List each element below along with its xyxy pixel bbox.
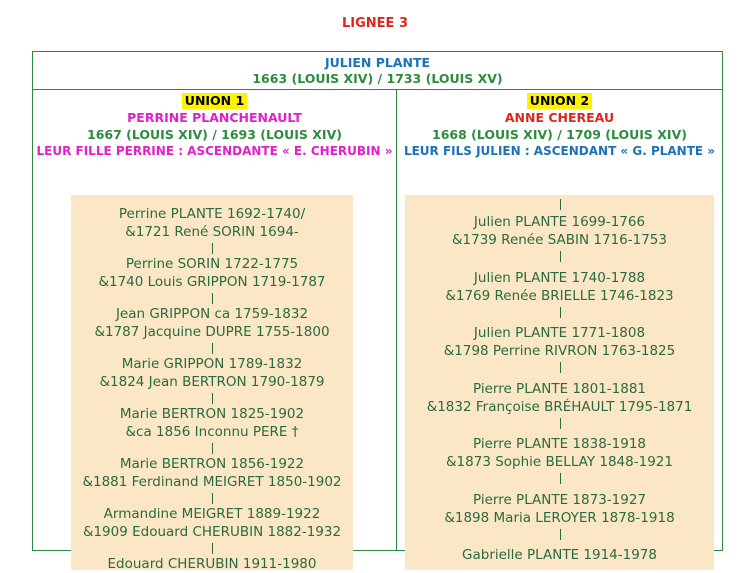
union-1-lineage	[71, 195, 353, 570]
connector-line	[212, 293, 213, 304]
page-title: LIGNEE 3	[341, 16, 408, 31]
union-1-descendant: LEUR FILLE PERRINE : ASCENDANTE « E. CHERUBIN »	[36, 144, 393, 158]
union-2-label: UNION 2	[527, 93, 592, 109]
connector-line	[560, 199, 561, 210]
connector-line	[212, 243, 213, 254]
union-2-descendant: LEUR FILS JULIEN : ASCENDANT « G. PLANTE »	[403, 144, 716, 158]
lineage-person: Julien PLANTE 1699-1766	[473, 214, 646, 230]
lineage-person: Pierre PLANTE 1873-1927	[472, 491, 647, 508]
ancestor-name: JULIEN PLANTE	[324, 55, 431, 70]
union-2-spouse: ANNE CHEREAU	[504, 110, 615, 125]
lineage-spouse: &1824 Jean BERTRON 1790-1879	[99, 374, 325, 390]
connector-line	[560, 307, 561, 318]
lineage-spouse: &1769 Renée BRIELLE 1746-1823	[445, 287, 674, 304]
lineage-person: Marie BERTRON 1825-1902	[119, 406, 305, 422]
connector-line	[560, 251, 561, 262]
lineage-spouse: &1740 Louis GRIPPON 1719-1787	[98, 274, 326, 290]
union-1-column	[33, 90, 397, 572]
lineage-person: Julien PLANTE 1740-1788	[473, 269, 646, 286]
connector-line	[212, 393, 213, 404]
lineage-spouse: &1721 René SORIN 1694-	[125, 224, 299, 240]
lineage-person: Jean GRIPPON ca 1759-1832	[115, 306, 309, 322]
lineage-spouse: &1909 Edouard CHERUBIN 1882-1932	[82, 524, 342, 540]
connector-line	[212, 343, 213, 354]
lineage-spouse: &1787 Jacquine DUPRE 1755-1800	[94, 324, 330, 340]
lineage-person: Marie GRIPPON 1789-1832	[121, 356, 303, 372]
union-2-column	[397, 90, 722, 563]
lineage-spouse: &1898 Maria LEROYER 1878-1918	[444, 509, 675, 526]
lineage-person: Pierre PLANTE 1801-1881	[472, 380, 647, 397]
connector-line	[212, 543, 213, 554]
union-2-lineage	[405, 195, 714, 570]
lineage-spouse: &1739 Renée SABIN 1716-1753	[452, 232, 667, 248]
union-2-dates: 1668 (LOUIS XIV) / 1709 (LOUIS XIV)	[432, 127, 687, 142]
lineage-person: Gabrielle PLANTE 1914-1978	[462, 547, 657, 563]
lineage-person: Perrine SORIN 1722-1775	[125, 256, 299, 272]
lineage-person: Marie BERTRON 1856-1922	[119, 456, 305, 472]
union-1-spouse: PERRINE PLANCHENAULT	[127, 110, 302, 125]
lineage-spouse: &1881 Ferdinand MEIGRET 1850-1902	[82, 474, 342, 490]
lineage-person: Perrine PLANTE 1692-1740/	[118, 206, 306, 222]
connector-line	[560, 529, 561, 540]
genealogy-table	[32, 51, 723, 572]
lineage-spouse: &1798 Perrine RIVRON 1763-1825	[443, 343, 676, 359]
connector-line	[212, 443, 213, 454]
lineage-person: Pierre PLANTE 1838-1918	[472, 436, 647, 452]
lineage-spouse: &1832 Françoise BRÉHAULT 1795-1871	[426, 398, 693, 415]
connector-line	[560, 418, 561, 429]
lineage-person: Edouard CHERUBIN 1911-1980	[107, 556, 317, 572]
lineage-person: Armandine MEIGRET 1889-1922	[103, 506, 321, 522]
ancestor-header	[33, 52, 722, 90]
lineage-spouse: &1873 Sophie BELLAY 1848-1921	[446, 454, 673, 470]
connector-line	[560, 473, 561, 484]
connector-line	[560, 362, 561, 373]
union-1-label: UNION 1	[182, 93, 247, 109]
lineage-person: Julien PLANTE 1771-1808	[473, 325, 646, 341]
ancestor-dates: 1663 (LOUIS XIV) / 1733 (LOUIS XV)	[252, 71, 503, 86]
lineage-spouse: &ca 1856 Inconnu PERE †	[125, 424, 299, 440]
connector-line	[212, 493, 213, 504]
union-1-dates: 1667 (LOUIS XIV) / 1693 (LOUIS XIV)	[87, 127, 342, 142]
